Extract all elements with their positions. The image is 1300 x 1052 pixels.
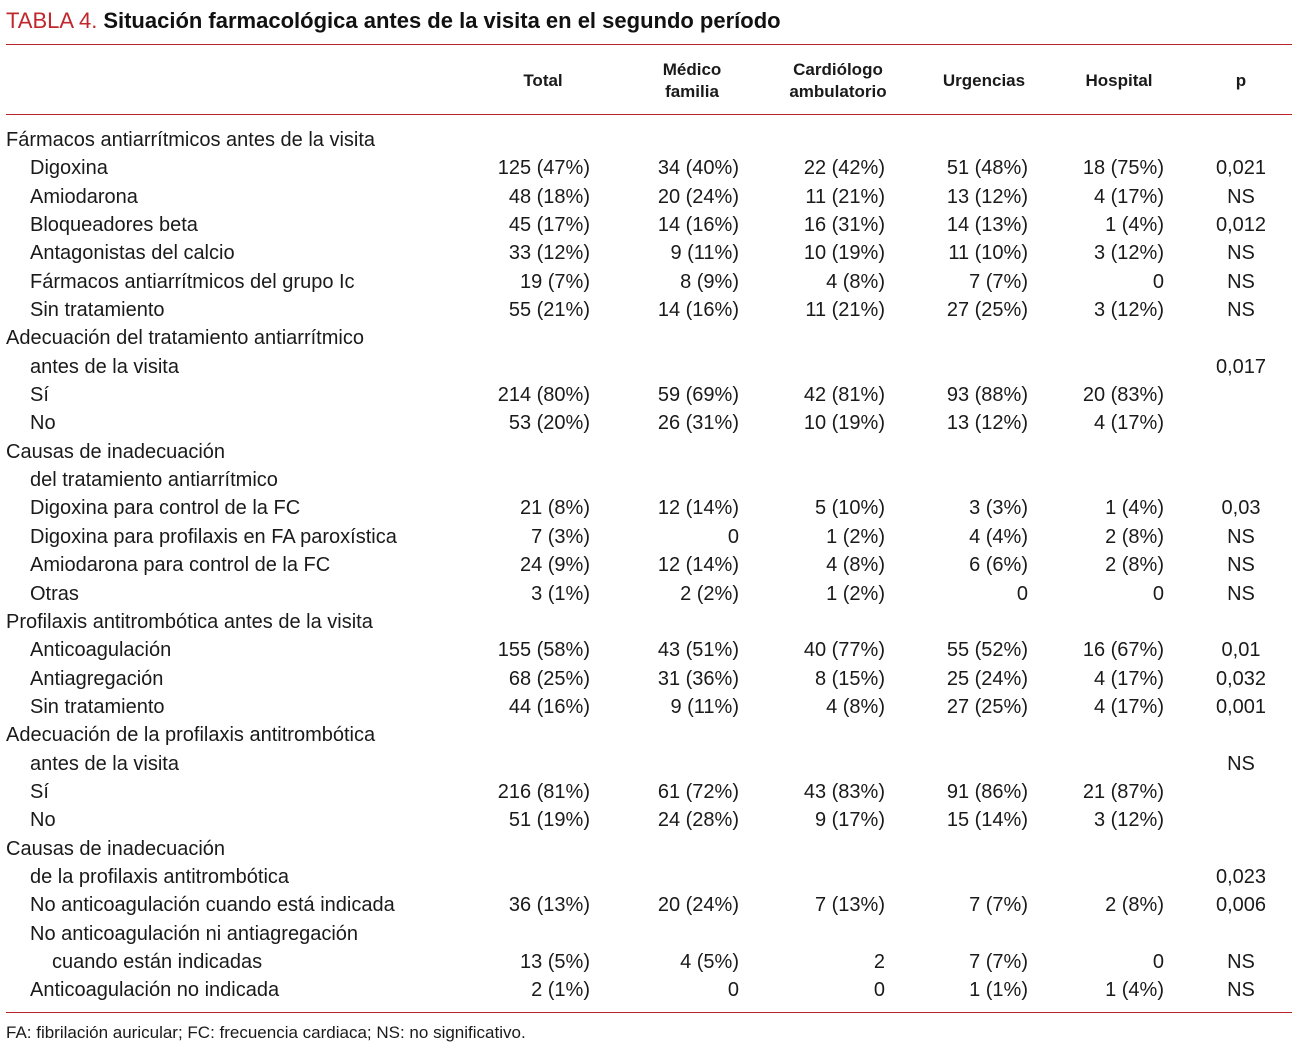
cell-total: 45 (17%) [508, 214, 590, 237]
header-line: p [1235, 71, 1247, 90]
table-row [0, 636, 1300, 664]
cell-urgencias: 11 (10%) [948, 242, 1028, 265]
row-label: Otras [30, 582, 79, 605]
table-row [0, 466, 1300, 494]
row-label: No anticoagulación ni antiagregación [30, 922, 359, 945]
cell-total: 21 (8%) [519, 497, 590, 520]
cell-cardiologo-ambulatorio: 0 [873, 979, 885, 1002]
cell-urgencias: 1 (1%) [969, 979, 1028, 1002]
cell-medico-familia: 8 (9%) [680, 270, 739, 293]
table-row [0, 580, 1300, 608]
cell-urgencias: 7 (7%) [969, 894, 1028, 917]
cell-total: 33 (12%) [508, 242, 590, 265]
table-number: TABLA 4. [6, 8, 98, 33]
table-row [0, 608, 1300, 636]
table-row [0, 835, 1300, 863]
table-row [0, 409, 1300, 437]
cell-hospital: 4 (17%) [1093, 412, 1164, 435]
header-rule [6, 114, 1292, 115]
table-caption: Situación farmacológica antes de la visita en el segundo período [103, 8, 781, 33]
table-row [0, 381, 1300, 409]
row-label: Antiagregación [30, 667, 164, 690]
row-label: Adecuación de la profilaxis antitrombótica [6, 724, 376, 747]
table-row [0, 438, 1300, 466]
row-label: Sin tratamiento [30, 299, 165, 322]
cell-p-value: 0,021 [1215, 157, 1267, 180]
row-label: Digoxina [30, 157, 108, 180]
cell-total: 214 (80%) [497, 384, 590, 407]
cell-urgencias: 7 (7%) [969, 270, 1028, 293]
cell-cardiologo-ambulatorio: 4 (8%) [826, 695, 885, 718]
cell-hospital: 21 (87%) [1082, 780, 1164, 803]
row-label: Anticoagulación [30, 639, 172, 662]
cell-hospital: 0 [1152, 270, 1164, 293]
table-row [0, 523, 1300, 551]
cell-p-value: 0,01 [1221, 639, 1261, 662]
row-label: Digoxina para profilaxis en FA paroxística [30, 525, 397, 548]
cell-cardiologo-ambulatorio: 8 (15%) [814, 667, 885, 690]
cell-medico-familia: 14 (16%) [657, 299, 739, 322]
cell-p-value: 0,001 [1215, 695, 1267, 718]
cell-total: 125 (47%) [497, 157, 590, 180]
cell-hospital: 18 (75%) [1082, 157, 1164, 180]
table-row [0, 126, 1300, 154]
cell-p-value: NS [1227, 752, 1255, 775]
cell-cardiologo-ambulatorio: 10 (19%) [803, 242, 885, 265]
cell-cardiologo-ambulatorio: 4 (8%) [826, 270, 885, 293]
cell-urgencias: 0 [1016, 582, 1028, 605]
header-line: Total [523, 71, 563, 90]
cell-medico-familia: 2 (2%) [680, 582, 739, 605]
cell-hospital: 3 (12%) [1093, 299, 1164, 322]
cell-total: 19 (7%) [519, 270, 590, 293]
cell-hospital: 2 (8%) [1105, 894, 1164, 917]
cell-hospital: 4 (17%) [1093, 667, 1164, 690]
cell-cardiologo-ambulatorio: 40 (77%) [803, 639, 885, 662]
cell-p-value: NS [1227, 525, 1255, 548]
cell-medico-familia: 24 (28%) [657, 809, 739, 832]
cell-medico-familia: 0 [727, 525, 739, 548]
cell-total: 24 (9%) [519, 554, 590, 577]
cell-cardiologo-ambulatorio: 1 (2%) [826, 582, 885, 605]
cell-p-value: NS [1227, 242, 1255, 265]
table-row [0, 268, 1300, 296]
header-p [1214, 52, 1268, 110]
cell-hospital: 4 (17%) [1093, 185, 1164, 208]
cell-p-value: 0,032 [1215, 667, 1267, 690]
cell-total: 48 (18%) [508, 185, 590, 208]
cell-medico-familia: 9 (11%) [670, 695, 739, 718]
cell-p-value: 0,006 [1215, 894, 1267, 917]
cell-cardiologo-ambulatorio: 42 (81%) [803, 384, 885, 407]
table-row [0, 863, 1300, 891]
cell-hospital: 2 (8%) [1105, 525, 1164, 548]
row-label: No [30, 412, 56, 435]
cell-medico-familia: 4 (5%) [680, 950, 739, 973]
cell-hospital: 20 (83%) [1082, 384, 1164, 407]
row-label: cuando están indicadas [52, 950, 263, 973]
cell-p-value: 0,017 [1215, 355, 1267, 378]
table-row [0, 211, 1300, 239]
cell-p-value: NS [1227, 299, 1255, 322]
cell-p-value: NS [1227, 582, 1255, 605]
cell-total: 55 (21%) [508, 299, 590, 322]
row-label: de la profilaxis antitrombótica [30, 865, 290, 888]
cell-hospital: 3 (12%) [1093, 809, 1164, 832]
table-title [6, 6, 781, 36]
cell-medico-familia: 9 (11%) [670, 242, 739, 265]
cell-cardiologo-ambulatorio: 9 (17%) [814, 809, 885, 832]
cell-medico-familia: 26 (31%) [657, 412, 739, 435]
row-label: Fármacos antiarrítmicos del grupo Ic [30, 270, 355, 293]
table-row [0, 920, 1300, 948]
row-label: Causas de inadecuación [6, 837, 226, 860]
cell-medico-familia: 59 (69%) [657, 384, 739, 407]
table-row [0, 551, 1300, 579]
cell-total: 2 (1%) [531, 979, 590, 1002]
cell-urgencias: 6 (6%) [969, 554, 1028, 577]
cell-urgencias: 51 (48%) [946, 157, 1028, 180]
cell-urgencias: 4 (4%) [969, 525, 1028, 548]
header-line: familia [665, 82, 719, 101]
cell-p-value: 0,023 [1215, 865, 1267, 888]
row-label: Fármacos antiarrítmicos antes de la visita [6, 129, 376, 151]
row-label: del tratamiento antiarrítmico [30, 469, 278, 492]
row-label: Profilaxis antitrombótica antes de la visita [6, 610, 373, 633]
cell-total: 216 (81%) [497, 780, 590, 803]
table-row [0, 324, 1300, 352]
cell-total: 7 (3%) [531, 525, 590, 548]
table-row [0, 891, 1300, 919]
row-label: Adecuación del tratamiento antiarrítmico [6, 327, 364, 350]
cell-hospital: 0 [1152, 582, 1164, 605]
cell-p-value: 0,012 [1215, 214, 1267, 237]
cell-total: 44 (16%) [508, 695, 590, 718]
cell-total: 36 (13%) [508, 894, 590, 917]
cell-urgencias: 55 (52%) [946, 639, 1028, 662]
row-label: Anticoagulación no indicada [30, 979, 280, 1002]
cell-hospital: 2 (8%) [1105, 554, 1164, 577]
cell-cardiologo-ambulatorio: 2 [873, 950, 885, 973]
row-label: antes de la visita [30, 752, 179, 775]
header-hospital [1072, 52, 1166, 110]
table-row [0, 693, 1300, 721]
row-label: Antagonistas del calcio [30, 242, 235, 265]
table-row [0, 239, 1300, 267]
cell-total: 3 (1%) [531, 582, 590, 605]
cell-urgencias: 27 (25%) [946, 299, 1028, 322]
row-label: Sí [30, 780, 49, 803]
header-total [500, 52, 586, 110]
cell-cardiologo-ambulatorio: 16 (31%) [803, 214, 885, 237]
cell-cardiologo-ambulatorio: 5 (10%) [814, 497, 885, 520]
table-row [0, 183, 1300, 211]
header-line: Hospital [1085, 71, 1153, 90]
cell-total: 51 (19%) [508, 809, 590, 832]
cell-cardiologo-ambulatorio: 22 (42%) [803, 157, 885, 180]
cell-cardiologo-ambulatorio: 7 (13%) [814, 894, 885, 917]
row-label: No anticoagulación cuando está indicada [30, 894, 395, 917]
table-row [0, 353, 1300, 381]
cell-medico-familia: 12 (14%) [657, 554, 739, 577]
cell-urgencias: 91 (86%) [946, 780, 1028, 803]
table-row [0, 948, 1300, 976]
cell-urgencias: 15 (14%) [946, 809, 1028, 832]
footnote: FA: fibrilación auricular; FC: frecuencia cardiaca; NS: no significativo. [6, 1023, 526, 1042]
cell-total: 68 (25%) [508, 667, 590, 690]
cell-urgencias: 13 (12%) [946, 185, 1028, 208]
table-body [0, 126, 1300, 1005]
table-row [0, 806, 1300, 834]
row-label: No [30, 809, 56, 832]
top-rule [6, 44, 1292, 45]
cell-medico-familia: 20 (24%) [657, 894, 739, 917]
cell-p-value: NS [1227, 185, 1255, 208]
cell-medico-familia: 12 (14%) [657, 497, 739, 520]
cell-p-value: NS [1227, 554, 1255, 577]
cell-cardiologo-ambulatorio: 10 (19%) [803, 412, 885, 435]
row-label: Sí [30, 384, 49, 407]
cell-hospital: 1 (4%) [1105, 497, 1164, 520]
cell-medico-familia: 0 [727, 979, 739, 1002]
header-line: ambulatorio [789, 82, 887, 101]
cell-medico-familia: 34 (40%) [657, 157, 739, 180]
bottom-rule [6, 1012, 1292, 1013]
table-row [0, 778, 1300, 806]
cell-medico-familia: 43 (51%) [657, 639, 739, 662]
cell-urgencias: 14 (13%) [946, 214, 1028, 237]
row-label: Bloqueadores beta [30, 214, 198, 237]
cell-cardiologo-ambulatorio: 4 (8%) [826, 554, 885, 577]
cell-cardiologo-ambulatorio: 43 (83%) [803, 780, 885, 803]
cell-medico-familia: 31 (36%) [657, 667, 739, 690]
cell-hospital: 3 (12%) [1093, 242, 1164, 265]
row-label: Amiodarona [30, 185, 138, 208]
header-line: Cardiólogo [793, 60, 883, 79]
cell-total: 155 (58%) [497, 639, 590, 662]
table-row [0, 750, 1300, 778]
header-urgencias [930, 52, 1038, 110]
header-medico-familia [640, 52, 744, 110]
cell-cardiologo-ambulatorio: 11 (21%) [805, 185, 885, 208]
cell-urgencias: 7 (7%) [969, 950, 1028, 973]
cell-p-value: NS [1227, 950, 1255, 973]
header-line: Urgencias [942, 71, 1026, 90]
table-row [0, 154, 1300, 182]
cell-p-value: NS [1227, 979, 1255, 1002]
row-label: Amiodarona para control de la FC [30, 554, 331, 577]
cell-p-value: NS [1227, 270, 1255, 293]
cell-cardiologo-ambulatorio: 11 (21%) [805, 299, 885, 322]
header-line: Médico [662, 60, 722, 79]
table-row [0, 494, 1300, 522]
cell-urgencias: 3 (3%) [969, 497, 1028, 520]
table-row [0, 721, 1300, 749]
cell-hospital: 0 [1152, 950, 1164, 973]
cell-hospital: 4 (17%) [1093, 695, 1164, 718]
cell-p-value: 0,03 [1221, 497, 1261, 520]
cell-hospital: 1 (4%) [1105, 979, 1164, 1002]
cell-urgencias: 27 (25%) [946, 695, 1028, 718]
header-cardiologo-ambulatorio [778, 52, 898, 110]
cell-medico-familia: 61 (72%) [657, 780, 739, 803]
table-row [0, 296, 1300, 324]
table-row [0, 665, 1300, 693]
cell-medico-familia: 14 (16%) [657, 214, 739, 237]
cell-urgencias: 13 (12%) [946, 412, 1028, 435]
cell-hospital: 16 (67%) [1082, 639, 1164, 662]
row-label: Causas de inadecuación [6, 440, 226, 463]
cell-urgencias: 93 (88%) [946, 384, 1028, 407]
cell-urgencias: 25 (24%) [946, 667, 1028, 690]
cell-hospital: 1 (4%) [1105, 214, 1164, 237]
cell-total: 13 (5%) [519, 950, 590, 973]
table-row [0, 976, 1300, 1004]
cell-medico-familia: 20 (24%) [657, 185, 739, 208]
row-label: Digoxina para control de la FC [30, 497, 301, 520]
cell-total: 53 (20%) [508, 412, 590, 435]
row-label: antes de la visita [30, 355, 179, 378]
cell-cardiologo-ambulatorio: 1 (2%) [826, 525, 885, 548]
row-label: Sin tratamiento [30, 695, 165, 718]
